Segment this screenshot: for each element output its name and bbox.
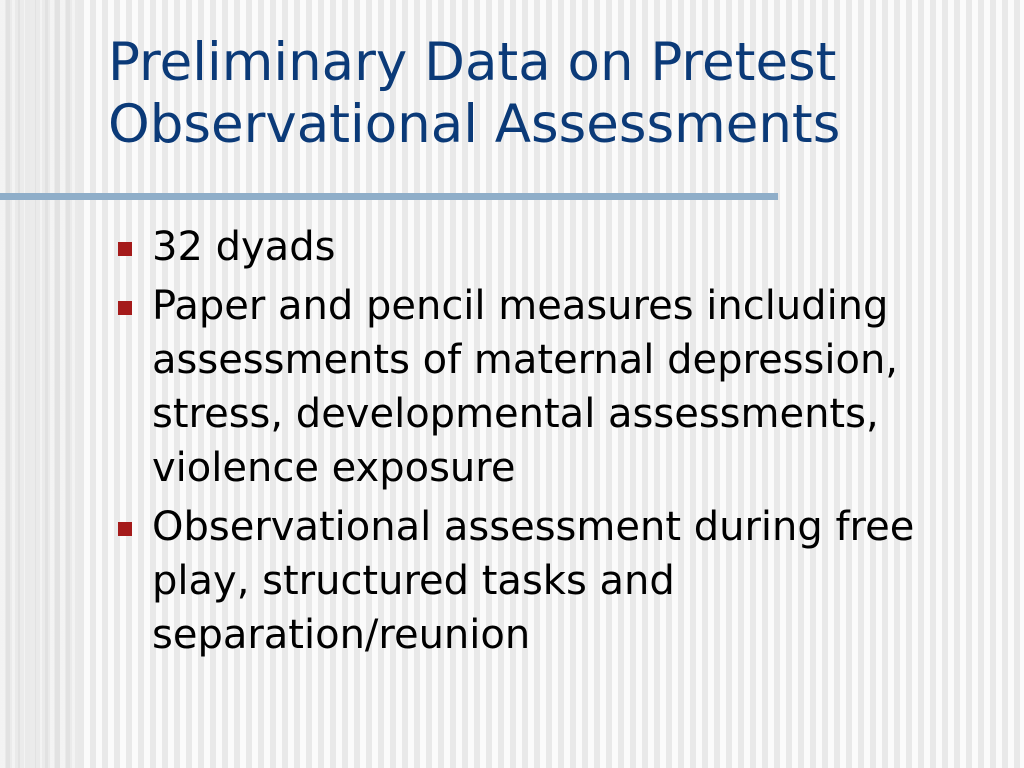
bullet-text: Observational assessment during free play, structured tasks and separation/reunion [152,504,915,658]
square-bullet-icon [118,242,132,256]
square-bullet-icon [118,522,132,536]
background-stripe-band [0,0,78,768]
slide-title-line-1: Preliminary Data on Pretest [108,32,837,93]
bullet-list [112,220,1002,667]
bullet-text: 32 dyads [152,224,336,270]
title-divider [0,193,778,200]
bullet-item-measures [112,279,1002,495]
slide-title-line-2: Observational Assessments [108,94,841,155]
slide-title [108,32,1008,156]
bullet-item-dyads [112,220,1002,274]
bullet-text: Paper and pencil measures including assessments of maternal depression, stress, developmental assessments, violence exposure [152,283,899,491]
bullet-item-observational [112,500,1002,662]
square-bullet-icon [118,301,132,315]
